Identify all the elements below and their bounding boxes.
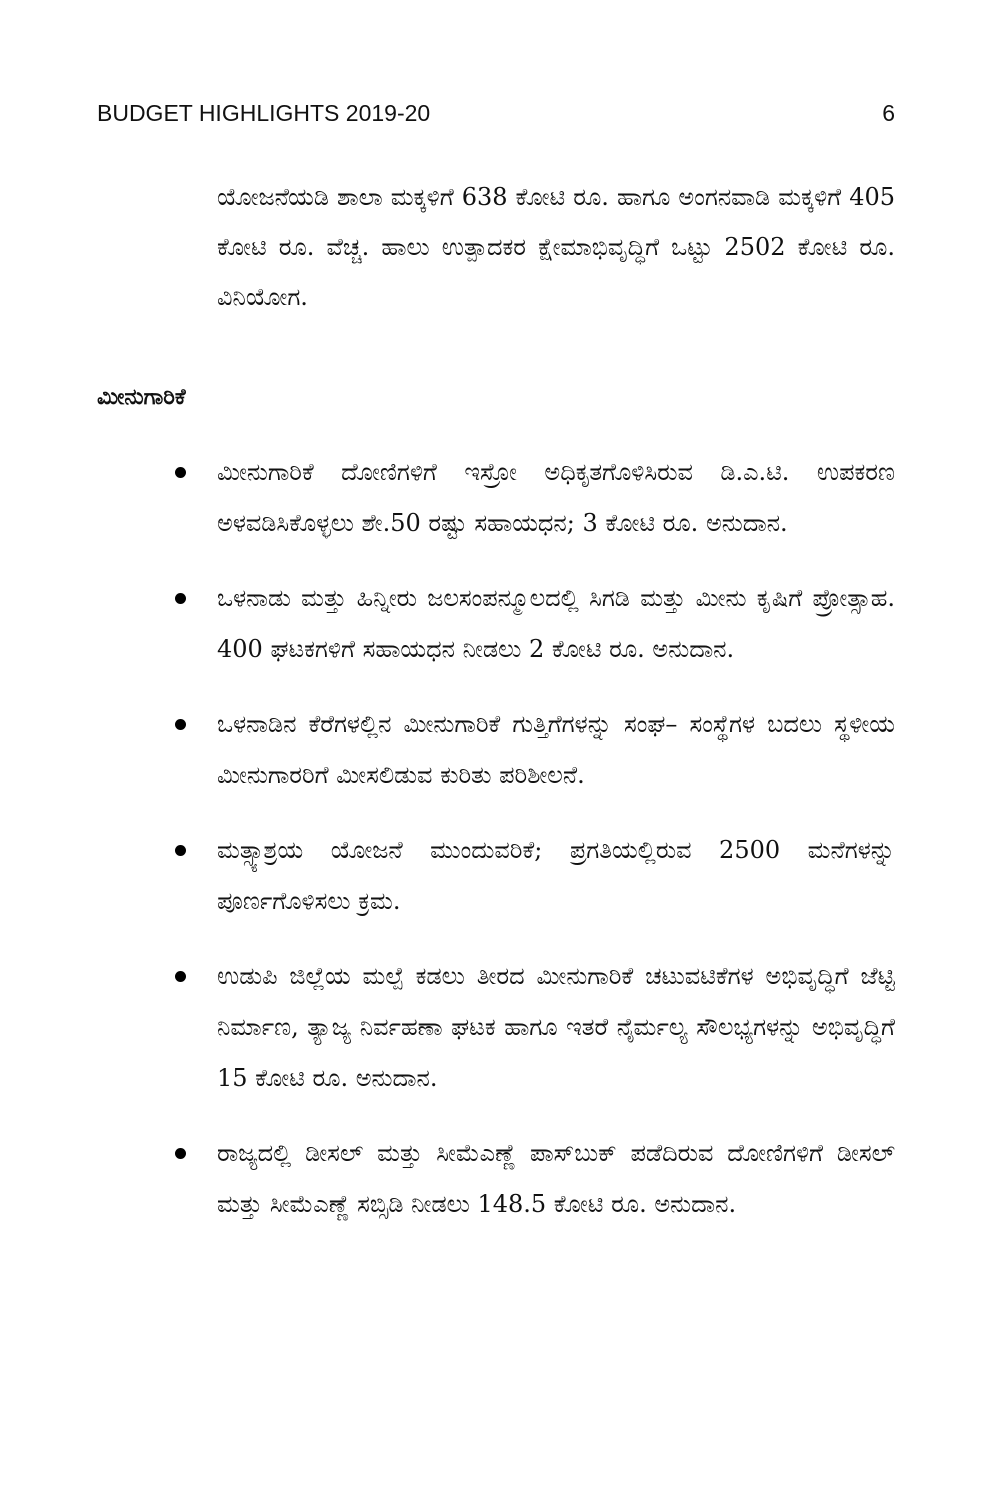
bullet-icon bbox=[175, 971, 186, 982]
bullet-icon bbox=[175, 1148, 186, 1159]
list-item bbox=[170, 699, 895, 801]
bullet-icon bbox=[175, 467, 186, 478]
bullet-text: ಒಳನಾಡಿನ ಕೆರೆಗಳಲ್ಲಿನ ಮೀನುಗಾರಿಕೆ ಗುತ್ತಿಗೆಗಳನ್ನು ಸಂಘ– ಸಂಸ್ಥೆಗಳ ಬದಲು ಸ್ಥಳೀಯ ಮೀನುಗಾರರಿಗೆ ಮೀಸಲಿಡುವ ಕುರಿತು ಪರಿಶೀಲನೆ. bbox=[217, 710, 895, 789]
document-title: BUDGET HIGHLIGHTS 2019-20 bbox=[97, 100, 431, 126]
bullet-text: ಮೀನುಗಾರಿಕೆ ದೋಣಿಗಳಿಗೆ ಇಸ್ರೋ ಅಧಿಕೃತಗೊಳಿಸಿರುವ ಡಿ.ಎ.ಟಿ. ಉಪಕರಣ ಅಳವಡಿಸಿಕೊಳ್ಳಲು ಶೇ.50 ರಷ್ಟು ಸಹಾಯಧನ; 3 ಕೋಟಿ ರೂ. ಅನುದಾನ. bbox=[217, 458, 895, 537]
list-item bbox=[170, 1128, 895, 1230]
list-item bbox=[170, 825, 895, 927]
list-item bbox=[170, 447, 895, 549]
list-item bbox=[170, 573, 895, 675]
section-heading-fisheries: ಮೀನುಗಾರಿಕೆ bbox=[97, 385, 186, 410]
page-number: 6 bbox=[882, 100, 895, 126]
bullet-text: ಉಡುಪಿ ಜಿಲ್ಲೆಯ ಮಲ್ಪೆ ಕಡಲು ತೀರದ ಮೀನುಗಾರಿಕೆ ಚಟುವಟಿಕೆಗಳ ಅಭಿವೃದ್ಧಿಗೆ ಜೆಟ್ಟಿ ನಿರ್ಮಾಣ, ತ್ಯಾಜ್ಯ ನಿರ್ವಹಣಾ ಘಟಕ ಹಾಗೂ ಇತರೆ ನೈರ್ಮಲ್ಯ ಸೌಲಭ್ಯಗಳನ್ನು ಅಭಿವೃದ್ಧಿಗೆ 15 ಕೋಟಿ ರೂ. ಅನುದಾನ. bbox=[217, 962, 895, 1092]
bullet-text: ರಾಜ್ಯದಲ್ಲಿ ಡೀಸಲ್ ಮತ್ತು ಸೀಮೆಎಣ್ಣೆ ಪಾಸ್‌ಬುಕ್ ಪಡೆದಿರುವ ದೋಣಿಗಳಿಗೆ ಡೀಸಲ್ ಮತ್ತು ಸೀಮೆಎಣ್ಣೆ ಸಬ್ಸಿಡಿ ನೀಡಲು 148.5 ಕೋಟಿ ರೂ. ಅನುದಾನ. bbox=[217, 1139, 895, 1218]
page-header bbox=[97, 98, 895, 128]
intro-paragraph: ಯೋಜನೆಯಡಿ ಶಾಲಾ ಮಕ್ಕಳಿಗೆ 638 ಕೋಟಿ ರೂ. ಹಾಗೂ ಅಂಗನವಾಡಿ ಮಕ್ಕಳಿಗೆ 405 ಕೋಟಿ ರೂ. ವೆಚ್ಚ. ಹಾಲು ಉತ್ಪಾದಕರ ಕ್ಷೇಮಾಭಿವೃದ್ಧಿಗೆ ಒಟ್ಟು 2502 ಕೋಟಿ ರೂ. ವಿನಿಯೋಗ. bbox=[217, 183, 895, 311]
bullet-icon bbox=[175, 593, 186, 604]
bullet-text: ಮತ್ಸ್ಯಾಶ್ರಯ ಯೋಜನೆ ಮುಂದುವರಿಕೆ; ಪ್ರಗತಿಯಲ್ಲಿರುವ 2500 ಮನೆಗಳನ್ನು ಪೂರ್ಣಗೊಳಿಸಲು ಕ್ರಮ. bbox=[217, 836, 895, 915]
bullet-icon bbox=[175, 719, 186, 730]
bullet-text: ಒಳನಾಡು ಮತ್ತು ಹಿನ್ನೀರು ಜಲಸಂಪನ್ಮೂಲದಲ್ಲಿ ಸಿಗಡಿ ಮತ್ತು ಮೀನು ಕೃಷಿಗೆ ಪ್ರೋತ್ಸಾಹ. 400 ಘಟಕಗಳಿಗೆ ಸಹಾಯಧನ ನೀಡಲು 2 ಕೋಟಿ ರೂ. ಅನುದಾನ. bbox=[217, 584, 895, 663]
fisheries-bullet-list bbox=[170, 447, 895, 1254]
list-item bbox=[170, 951, 895, 1104]
bullet-icon bbox=[175, 845, 186, 856]
